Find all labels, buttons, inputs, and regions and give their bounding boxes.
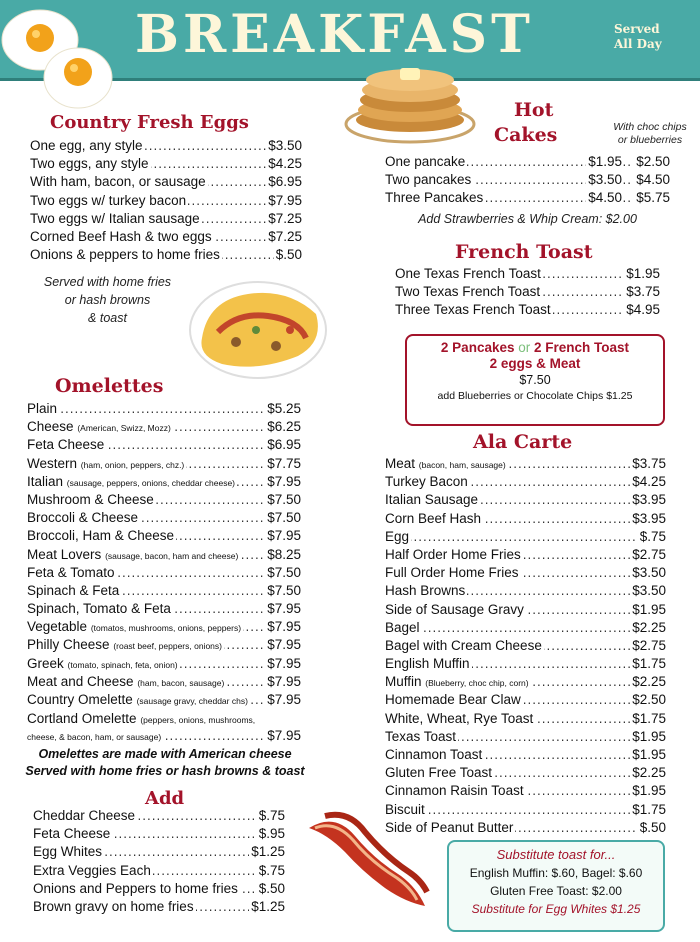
ala-carte-heading: Ala Carte — [473, 431, 573, 453]
menu-item-row — [30, 137, 302, 155]
menu-item-price: $5.25 — [265, 400, 301, 418]
menu-item-name: Three Texas French Toast — [395, 302, 551, 318]
menu-item-price: $7.50 — [265, 491, 301, 509]
menu-item-price-with-toppings: $2.50 — [636, 153, 670, 171]
hotcakes-heading: Hot Cakes — [494, 99, 558, 146]
menu-item-row — [33, 807, 285, 825]
menu-item-row — [385, 655, 666, 673]
menu-item-name: Two eggs w/ Italian sausage — [30, 210, 200, 226]
menu-item-row — [385, 673, 666, 691]
eggs-list — [30, 137, 302, 264]
substitute-title: Substitute toast for... — [496, 847, 616, 862]
menu-item-row — [385, 582, 666, 600]
menu-item-name: Homemade Bear Claw — [385, 692, 521, 708]
menu-item-price: $7.50 — [265, 509, 301, 527]
menu-item-name: Egg Whites — [33, 844, 103, 860]
combo-addon: add Blueberries or Chocolate Chips $1.25 — [437, 390, 633, 402]
combo-price: $7.50 — [519, 373, 551, 387]
menu-item-detail: (ham, bacon, sausage) — [137, 677, 225, 688]
menu-item-row — [27, 691, 301, 709]
menu-item-price: $7.95 — [265, 527, 301, 545]
menu-item-row — [385, 819, 666, 837]
menu-item-row — [385, 546, 666, 564]
menu-item-price: $.75 — [638, 528, 666, 546]
menu-item-name: Feta Cheese — [33, 826, 111, 842]
menu-item-row — [27, 618, 301, 636]
menu-item-row — [27, 455, 301, 473]
menu-item-price: $2.50 — [630, 691, 666, 709]
menu-item-price: $7.95 — [265, 473, 301, 491]
menu-item-row — [33, 898, 285, 916]
menu-item-price: $2.25 — [630, 764, 666, 782]
served-all-day-label: Served All Day — [614, 22, 662, 51]
menu-item-name: Western — [27, 455, 78, 471]
menu-item-row — [27, 400, 301, 418]
menu-item-name: Spinach, Tomato & Feta — [27, 601, 171, 617]
menu-item-row — [385, 728, 666, 746]
menu-item-name: Italian — [27, 473, 64, 489]
menu-item-price: $7.95 — [265, 691, 301, 709]
menu-item-row — [385, 801, 666, 819]
menu-item-price: $4.50 — [586, 189, 622, 207]
menu-item-name: Two Texas French Toast — [395, 284, 541, 300]
add-heading: Add — [145, 788, 185, 809]
menu-item-row — [30, 210, 302, 228]
omelettes-note: Omelettes are made with American cheese Served with home fries or hash browns & toast — [25, 747, 305, 778]
menu-item-name: Corned Beef Hash & two eggs — [30, 228, 212, 244]
menu-item-price: $8.25 — [265, 546, 301, 564]
omelettes-list — [27, 400, 301, 709]
menu-item-row — [385, 473, 666, 491]
menu-item-row — [30, 246, 302, 264]
dot-leader — [385, 528, 666, 546]
menu-item-price: $7.25 — [266, 210, 302, 228]
cortland-detail: (peppers, onions, mushrooms, — [140, 715, 256, 725]
menu-item-price: $2.25 — [630, 673, 666, 691]
menu-item-price: $3.50 — [630, 564, 666, 582]
menu-item-price: $7.50 — [265, 582, 301, 600]
add-list — [33, 807, 285, 916]
ala-carte-list — [385, 455, 666, 837]
menu-item-row — [27, 509, 301, 527]
menu-item-name: With ham, bacon, or sausage — [30, 174, 206, 190]
menu-item-row — [30, 192, 302, 210]
menu-item-row — [30, 228, 302, 246]
menu-item-row — [33, 825, 285, 843]
menu-item-detail: (sausage, peppers, onions, cheddar cheese) — [66, 477, 236, 488]
menu-item-name: Spinach & Feta — [27, 582, 120, 598]
menu-item-price: $1.95 — [630, 601, 666, 619]
menu-item-price: $7.95 — [265, 673, 301, 691]
menu-item-name: One Texas French Toast — [395, 266, 541, 281]
menu-item-row — [33, 880, 285, 898]
menu-item-price: $7.75 — [265, 455, 301, 473]
menu-item-name: Broccoli, Ham & Cheese — [27, 528, 175, 544]
menu-item-name: Vegetable — [27, 619, 88, 635]
menu-item-price: $.50 — [257, 880, 285, 898]
menu-item-detail: (Blueberry, choc chip, corn) — [425, 678, 529, 689]
omelettes-heading: Omelettes — [55, 375, 164, 397]
menu-item-row — [385, 746, 666, 764]
menu-item-row — [385, 691, 666, 709]
menu-item-name: Gluten Free Toast — [385, 765, 493, 781]
menu-item-name: English Muffin — [385, 656, 470, 672]
dot-leader — [385, 619, 666, 637]
eggs-note: Served with home fries or hash browns & toast — [43, 275, 172, 325]
menu-item-name: Cinnamon Raisin Toast — [385, 783, 524, 799]
menu-item-row — [385, 189, 670, 207]
dot-leader — [27, 400, 301, 418]
menu-item-name: Egg — [385, 528, 410, 544]
page-title: BREAKFAST — [135, 4, 534, 65]
menu-item-name: Cheddar Cheese — [33, 808, 136, 823]
menu-item-name: Cinnamon Toast — [385, 747, 483, 762]
menu-item-name: Country Omelette — [27, 692, 133, 707]
menu-item-row — [27, 673, 301, 691]
omelette-plate-image — [188, 272, 328, 382]
menu-item-name: Cheese — [27, 419, 74, 435]
cortland-detail-2: cheese, & bacon, ham, or sausage) — [27, 732, 162, 742]
hotcakes-addon: Add Strawberries & Whip Cream: $2.00 — [418, 212, 637, 226]
menu-item-price: $3.50 — [266, 137, 302, 155]
menu-item-price: $7.50 — [265, 564, 301, 582]
menu-item-price: $4.25 — [266, 155, 302, 173]
menu-item-price: $1.25 — [249, 843, 285, 861]
menu-item-price: $7.95 — [266, 192, 302, 210]
menu-item-price: $1.95 — [630, 728, 666, 746]
menu-item-price: $1.75 — [630, 655, 666, 673]
cortland-name: Cortland Omelette — [27, 711, 137, 726]
menu-item-price: $.50 — [274, 246, 302, 264]
menu-item-row — [385, 564, 666, 582]
menu-item-row — [385, 528, 666, 546]
menu-item-name: Extra Veggies Each — [33, 862, 151, 878]
menu-item-price: $6.95 — [265, 436, 301, 454]
substitute-gluten-free: Gluten Free Toast: $2.00 — [490, 884, 622, 898]
menu-item-row — [385, 455, 666, 473]
menu-item-price: $3.75 — [624, 283, 660, 301]
menu-item-detail: (ham, onion, peppers, chz.) — [80, 459, 185, 470]
menu-item-row — [385, 619, 666, 637]
menu-item-price: $6.25 — [265, 418, 301, 436]
menu-item-row — [385, 637, 666, 655]
menu-item-row — [27, 564, 301, 582]
menu-item-row — [385, 601, 666, 619]
eggs-heading: Country Fresh Eggs — [50, 112, 249, 133]
menu-item-name: Bagel — [385, 619, 420, 635]
menu-item-row — [385, 510, 666, 528]
menu-item-detail: (American, Swizz, Mozz) — [77, 423, 171, 434]
menu-item-price: $1.95 — [586, 153, 622, 171]
menu-item-detail: (sausage, bacon, ham and cheese) — [105, 550, 239, 561]
menu-item-price: $3.75 — [630, 455, 666, 473]
menu-item-row — [33, 843, 285, 861]
menu-item-price: $.50 — [638, 819, 666, 837]
combo-pancakes: 2 Pancakes — [440, 340, 515, 355]
menu-item-name: Bagel with Cream Cheese — [385, 637, 542, 653]
french-toast-list — [395, 265, 660, 320]
menu-item-name: Greek — [27, 655, 64, 671]
menu-item-detail: (roast beef, peppers, onions) — [113, 641, 222, 652]
menu-item-price: $7.25 — [266, 228, 302, 246]
menu-item-detail: (tomatos, mushrooms, onions, peppers) — [90, 623, 242, 634]
cortland-price: $7.95 — [265, 727, 301, 745]
french-toast-heading: French Toast — [455, 241, 593, 263]
menu-item-detail: (sausage gravy, cheddar chs) — [136, 696, 248, 706]
combo-eggs-meat: 2 eggs & Meat — [489, 356, 581, 371]
menu-item-name: Biscuit — [385, 801, 425, 817]
menu-item-price: $.75 — [257, 807, 285, 825]
menu-item-row — [27, 636, 301, 654]
menu-item-name: Feta & Tomato — [27, 564, 115, 580]
menu-item-price: $1.75 — [630, 801, 666, 819]
menu-item-price: $.75 — [257, 862, 285, 880]
menu-item-price: $4.95 — [624, 301, 660, 319]
menu-item-name: Hash Browns — [385, 583, 466, 599]
menu-item-name: Meat and Cheese — [27, 673, 134, 689]
menu-item-price: $3.50 — [630, 582, 666, 600]
fried-eggs-image — [0, 0, 120, 115]
menu-item-name: Half Order Home Fries — [385, 546, 521, 562]
menu-item-name: Mushroom & Cheese — [27, 491, 154, 507]
menu-item-price: $1.25 — [249, 898, 285, 916]
menu-item-name: Two eggs w/ turkey bacon — [30, 192, 187, 208]
menu-item-name: Philly Cheese — [27, 637, 110, 653]
menu-item-row — [27, 436, 301, 454]
menu-item-name: White, Wheat, Rye Toast — [385, 710, 534, 726]
menu-item-row — [385, 764, 666, 782]
menu-item-price: $7.95 — [265, 636, 301, 654]
menu-item-row — [33, 862, 285, 880]
menu-item-price: $7.95 — [265, 618, 301, 636]
menu-item-row — [27, 546, 301, 564]
menu-item-name: Texas Toast — [385, 728, 457, 744]
menu-item-name: Brown gravy on home fries — [33, 898, 194, 914]
menu-item-price: $6.95 — [266, 173, 302, 191]
menu-item-price: $4.25 — [630, 473, 666, 491]
menu-item-row — [27, 473, 301, 491]
hotcakes-list — [385, 153, 670, 208]
menu-item-price-with-toppings: $5.75 — [636, 189, 670, 207]
combo-or: or — [518, 340, 531, 355]
menu-item-name: Meat Lovers — [27, 546, 102, 562]
menu-item-price: $2.25 — [630, 619, 666, 637]
menu-item-name: Muffin — [385, 674, 422, 690]
menu-item-name: Corn Beef Hash — [385, 510, 482, 526]
menu-item-name: Italian Sausage — [385, 492, 479, 508]
menu-item-name: Three Pancakes — [385, 190, 484, 206]
menu-item-price: $2.75 — [630, 637, 666, 655]
pancake-stack-image — [344, 62, 476, 146]
hotcakes-note: With choc chips or blueberries — [613, 121, 687, 146]
menu-item-price: $.95 — [257, 825, 285, 843]
menu-item-row — [395, 283, 660, 301]
menu-item-price: $7.95 — [265, 600, 301, 618]
combo-special-box — [405, 334, 665, 426]
menu-item-name: Broccoli & Cheese — [27, 510, 139, 526]
substitute-toast-box — [447, 840, 665, 932]
menu-item-name: Two eggs, any style — [30, 156, 149, 172]
menu-item-price: $3.50 — [586, 171, 622, 189]
menu-item-name: Onions & peppers to home fries — [30, 247, 220, 263]
menu-item-row — [30, 173, 302, 191]
menu-item-row — [395, 265, 660, 283]
menu-item-price: $7.95 — [265, 655, 301, 673]
menu-item-price: $3.95 — [630, 510, 666, 528]
menu-item-name: Onions and Peppers to home fries — [33, 880, 238, 896]
menu-item-name: One egg, any style — [30, 138, 143, 153]
menu-item-row — [385, 491, 666, 509]
menu-item-row — [27, 655, 301, 673]
menu-item-price: $1.95 — [630, 782, 666, 800]
menu-item-name: Two pancakes — [385, 172, 472, 188]
cortland-omelette — [27, 710, 301, 745]
menu-item-row — [27, 527, 301, 545]
menu-item-row — [27, 418, 301, 436]
menu-item-row — [27, 582, 301, 600]
menu-item-price: $3.95 — [630, 491, 666, 509]
substitute-egg-whites: Substitute for Egg Whites $1.25 — [471, 902, 641, 916]
menu-item-name: Plain — [27, 401, 58, 416]
menu-item-row — [30, 155, 302, 173]
menu-item-price: $1.95 — [630, 746, 666, 764]
menu-item-price: $1.75 — [630, 710, 666, 728]
menu-item-row — [385, 782, 666, 800]
menu-item-price-with-toppings: $4.50 — [636, 171, 670, 189]
menu-item-name: Side of Sausage Gravy — [385, 601, 524, 617]
menu-item-name: Turkey Bacon — [385, 474, 468, 490]
substitute-muffin-bagel: English Muffin: $.60, Bagel: $.60 — [469, 866, 643, 880]
menu-item-name: Side of Peanut Butter — [385, 819, 514, 835]
menu-item-name: Feta Cheese — [27, 437, 105, 453]
menu-item-row — [385, 171, 670, 189]
menu-item-detail: (bacon, ham, sausage) — [418, 460, 506, 470]
menu-item-name: Full Order Home Fries — [385, 565, 519, 581]
menu-item-row — [385, 710, 666, 728]
menu-item-name: One pancake — [385, 154, 466, 169]
menu-item-name: Meat — [385, 456, 416, 471]
menu-item-detail: (tomato, spinach, feta, onion) — [67, 659, 178, 670]
menu-item-row — [385, 153, 670, 171]
combo-french-toast: 2 French Toast — [534, 340, 630, 355]
dot-leader — [385, 801, 666, 819]
menu-item-row — [27, 600, 301, 618]
menu-item-price: $2.75 — [630, 546, 666, 564]
menu-item-price: $1.95 — [624, 265, 660, 283]
menu-item-row — [395, 301, 660, 319]
menu-item-row — [27, 491, 301, 509]
